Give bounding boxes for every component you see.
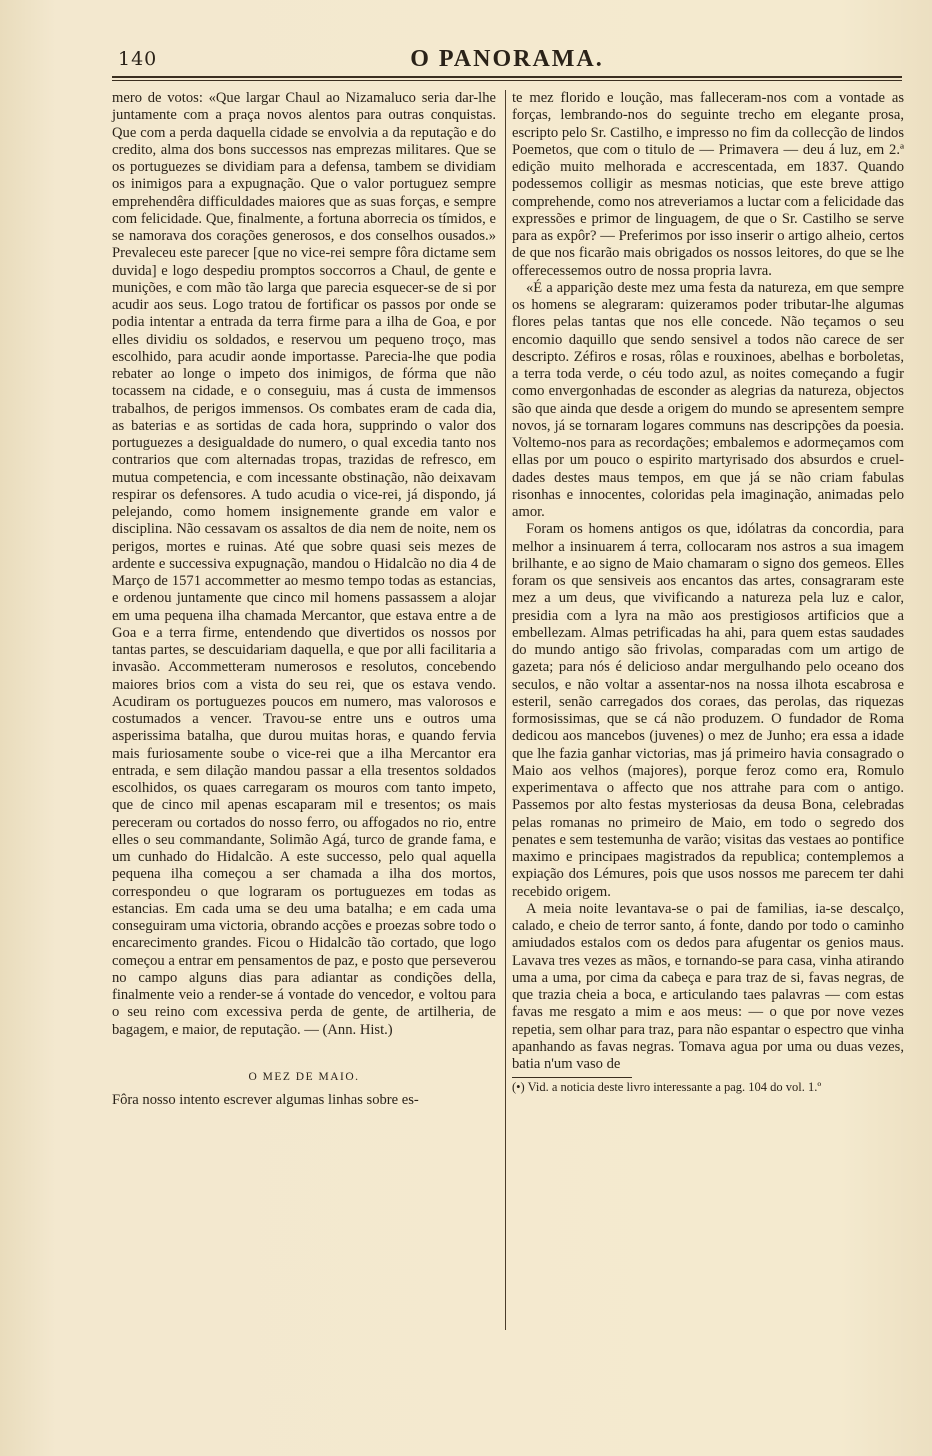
article-paragraph: «É a apparição deste mez uma festa da natureza, em que sempre os homens se alegraram: quizeramos poder tributar-lhe algumas flores pelas tantas que nos elle concede. Não teçamos o seu encomio daquillo que sendo sensivel a todos não carece de ser descripto. Zéfiros e rosas, rôlas e rouxinoes, abelhas e borboletas, a terra toda verde, o céu todo azul, as noites começando a fugir como envergonhadas de esconder as alegrias da natureza, objectos são que ainda que desde a origem do mundo se apresentem sempre novos, já se tornaram logares communs nas descripções da poesia. Voltemo-nos para as recordações; embalemos e adormeçamos com ellas por um pouco o espirito martyrisado dos absurdos e cruel-dades destes maus tempos, em que já se não criam fabulas risonhas e innocentes, coloridas pela imaginação, animadas pelo amor. xyxy=(512,279,904,520)
header-rule-thin xyxy=(112,80,902,81)
article-paragraph: Fôra nosso intento escrever algumas linhas sobre es- xyxy=(112,1092,419,1108)
footnote-rule xyxy=(512,1077,632,1078)
article-paragraph: Foram os homens antigos os que, idólatras da concordia, para melhor a insinuarem á terra, collocaram nos astros a sua imagem brilhante, e ao signo de Maio chamaram o signo dos gemeos. Elles foram os que sensiveis aos encantos das artes, consagraram este mez a um deus, que vivificando a natureza pela luz e calor, presidia com a lyra na mão aos prestigiosos artificios que a embellezam. Almas petrificadas ha ahi, para quem estas saudades do mundo antigo são frivolas, comparadas com um artigo de gazeta; para nós é delicioso andar mergulhando pelo oceano dos seculos, e não voltar a assentar-nos na nossa ilhota escabrosa e esteril, senão carregados dos coraes, das perolas, das riquezas formosissimas, que se cá não produzem. O fundador de Roma dedicou aos mancebos (juvenes) o mez de Junho; era essa a idade que lhe fazia ganhar victorias, mas já primeiro havia consagrado o Maio aos velhos (majores), porque feroz como era, Romulo experimentava o affecto que nos attrahe para com o antigo. Passemos por alto festas mysteriosas da deusa Bona, celebradas pelas romanas no primeiro de Maio, em todo o segredo dos penates e sem testemunha de varão; visitas das vestaes ao pontifice maximo e principaes magistrados da republica; contemplemos a expiação dos Lémures, pois que usos nossos me parecem ter dahi recebido origem. xyxy=(512,521,904,900)
article-paragraph: mero de votos: «Que largar Chaul ao Nizamaluco seria dar-lhe juntamente com a praça novos alentos para outras conquistas. Que com a perda daquella cidade se envolvia a da reputação e do credito, alma dos bons successos nas emprezas militares. Que se os portuguezes se dividiam para a defensa, tambem se dividiam os inimigos para a expugnação. Que o valor portuguez sempre emprehendêra difficuldades maiores que as suas forças, e sempre com felicidade. Que, finalmente, a fortuna aborrecia os tímidos, e se namorava dos corações generosos, e dos conselhos ousados.» Prevaleceu este parecer [que no vice-rei sempre fôra dictame sem duvida] e logo despediu promptos soccorros a Chaul, de gente e munições, e com mão tão larga que parecia esquecer-se de si por acudir aos seus. Logo tratou de fortificar os passos por onde se podia intentar a entrada da terra firme para a ilha de Goa, e por elles dividiu os soldados, e reservou um pequeno troço, mas escolhido, para acudir aonde importasse. Parecia-lhe que podia rebater ao longe o impeto dos inimigos, de fórma que não tocassem na cidade, e o conseguiu, mas á custa de immensos trabalhos, de perigos immensos. Os combates eram de cada dia, as baterias e as sortidas de cada hora, supprindo o valor dos portuguezes a desigualdade do numero, o qual excedia tanto nos contrarios que com alternadas tropas, trazidas de refresco, em mutua competencia, e com incessante obstinação, não deixavam respirar os defensores. A tudo acudia o vice-rei, já dispondo, já pelejando, como homem insignemente grande em valor e disciplina. Não cessavam os assaltos de dia nem de noite, nem os perigos, mortes e ruinas. Até que sobre quasi seis mezes de ardente e successiva expugnação, mandou o Hidalcão no dia 4 de Março de 1571 accommetter ao mesmo tempo todas as estancias, e ordenou juntamente que cinco mil homens passassem a alojar em uma pequena ilha chamada Mercantor, que estava entre a de Goa e a terra firme, entendendo que divertidos os nossos por tantas partes, se descuidariam daquella, e que por alli facilitaria a invasão. Accommetteram numerosos e resolutos, concebendo maiores brios com a vista do seu rei, que os estava vendo. Acudiram os portuguezes poucos em numero, mas valorosos e costumados a vencer. Travou-se entre uns e outros uma asperissima batalha, que durou muitas horas, e quando fervia mais furiosamente soube o vice-rei que a ilha Mercantor era entrada, e sem dilação mandou passar a ella tresentos soldados escolhidos, os quaes carregaram os mouros com tanto impeto, que de cinco mil apenas escaparam mil e tresentos; os mais pereceram ou cortados do nosso ferro, ou affogados no rio, entre elles o seu commandante, Solimão Agá, turco de grande fama, e um cunhado do Hidalcão. A este successo, pelo qual aquella pequena ilha começou a ser chamada a ilha dos mortos, correspondeu o que lograram os portuguezes em todas as estancias. Em cada uma se deu uma batalha; e em cada uma conseguiram uma victoria, obrando acções e proezas sobre todo o encarecimento grandes. Ficou o Hidalcão tão cortado, que logo começou a entrar em pensamentos de paz, e posto que perseverou no campo alguns dias para adiantar as condições della, finalmente veio a render-se á vontade do vencedor, e voltou para o seu reino com excessiva perda de gente, de artilheria, de bagagem, e maior, de reputação. — (Ann. Hist.) xyxy=(112,90,496,1038)
column-divider xyxy=(505,90,506,1330)
page-header xyxy=(112,44,902,74)
journal-title: O PANORAMA. xyxy=(410,46,604,72)
left-column xyxy=(112,90,496,1109)
article-paragraph: A meia noite levantava-se o pai de familias, ia-se descalço, calado, e cheio de terror santo, á fonte, dando por todo o caminho amiudados estalos com os dedos para afugentar os genios maus. Lavava tres vezes as mãos, e tornando-se para casa, vinha atirando uma a uma, por cima da cabeça e para traz de si, favas negras, de que trazia cheia a boca, e articulando taes palavras — com estas favas me resgato a mim e aos meus: — o que por nove vezes repetia, sem olhar para traz, para não espantar o espectro que vinha apanhando as favas negras. Tomava agua por uma ou duas vezes, batia n'um vaso de xyxy=(512,900,904,1072)
page-number: 140 xyxy=(118,48,158,70)
article-paragraph: te mez florido e loução, mas falleceram-nos com a vontade as forças, lembrando-nos do seguinte trecho em elegante prosa, escripto pelo Sr. Castilho, e impresso no fim da collecção de lindos Poemetos, que com o titulo de — Primavera — deu á luz, em 2.ª edição muito melhorada e accrescentada, em 1837. Quando podessemos colligir as mesmas noticias, que este breve attigo comprehende, como nos atreveriamos a luctar com a felicidade das expressões e primor de linguagem, de que o Sr. Castilho se serve para as expôr? — Preferimos por isso inserir o artigo alheio, certos de que nos ficarão mais obrigados os nossos leitores, do que se lhe offerecessemos outro de nossa propria lavra. xyxy=(512,90,904,279)
header-rule xyxy=(112,76,902,78)
section-heading: O MEZ DE MAIO. xyxy=(248,1070,360,1083)
footnote: (•) Vid. a noticia deste livro interessante a pag. 104 do vol. 1.º xyxy=(512,1080,822,1095)
right-column xyxy=(512,90,904,1094)
